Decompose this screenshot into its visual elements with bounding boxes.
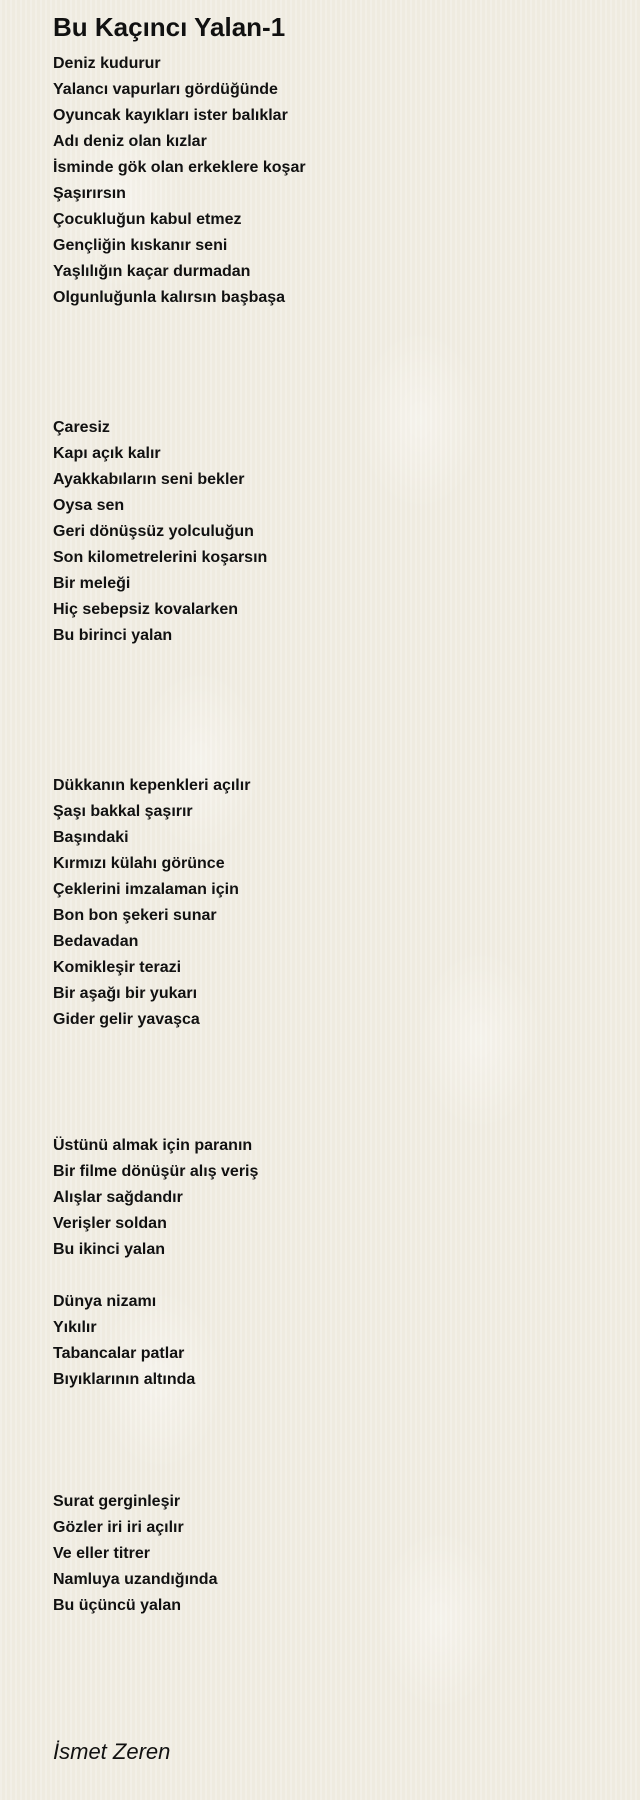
poem-line: Hiç sebepsiz kovalarken [53, 601, 238, 618]
poem-line: Ve eller titrer [53, 1545, 150, 1562]
poem-line: Gençliğin kıskanır seni [53, 237, 228, 254]
poem-line: Yıkılır [53, 1319, 97, 1336]
poem-line: Namluya uzandığında [53, 1571, 218, 1588]
poem-line: Kapı açık kalır [53, 445, 161, 462]
poem-line: Ayakkabıların seni bekler [53, 471, 245, 488]
poem-line: Olgunluğunla kalırsın başbaşa [53, 289, 286, 306]
poem-line: Üstünü almak için paranın [53, 1137, 253, 1154]
poem-line: Tabancalar patlar [53, 1345, 185, 1362]
poem-page [53, 0, 613, 1800]
poem-line: Bir aşağı bir yukarı [53, 985, 198, 1002]
poem-line: Yaşlılığın kaçar durmadan [53, 263, 251, 280]
poem-line: Bu birinci yalan [53, 627, 173, 644]
poem-line: Bir meleği [53, 575, 131, 592]
poem-line: Şaşırırsın [53, 185, 126, 202]
poem-line: Oysa sen [53, 497, 125, 514]
poem-line: Gider gelir yavaşca [53, 1011, 200, 1028]
poem-title: Bu Kaçıncı Yalan-1 [53, 12, 286, 42]
poem-line: Bu üçüncü yalan [53, 1597, 182, 1614]
poem-line: Başındaki [53, 829, 129, 846]
poem-line: Bir filme dönüşür alış veriş [53, 1163, 259, 1180]
poem-line: Çocukluğun kabul etmez [53, 211, 242, 228]
poem-line: Surat gerginleşir [53, 1493, 181, 1510]
poem-line: Gözler iri iri açılır [53, 1519, 184, 1536]
poem-line: Deniz kudurur [53, 55, 161, 72]
poem-line: Bu ikinci yalan [53, 1241, 166, 1258]
poem-line: Şaşı bakkal şaşırır [53, 803, 193, 820]
poem-line: Adı deniz olan kızlar [53, 133, 207, 150]
poem-line: Çaresiz [53, 419, 110, 436]
poem-line: İsminde gök olan erkeklere koşar [53, 159, 306, 176]
poem-line: Dükkanın kepenkleri açılır [53, 777, 251, 794]
poem-author: İsmet Zeren [53, 1739, 171, 1764]
poem-line: Verişler soldan [53, 1215, 167, 1232]
poem-line: Çeklerini imzalaman için [53, 881, 239, 898]
poem-line: Dünya nizamı [53, 1293, 157, 1310]
poem-line: Bedavadan [53, 933, 139, 950]
poem-line: Komikleşir terazi [53, 959, 182, 976]
poem-line: Yalancı vapurları gördüğünde [53, 81, 278, 98]
poem-line: Bon bon şekeri sunar [53, 907, 217, 924]
poem-line: Kırmızı külahı görünce [53, 855, 225, 872]
poem-line: Geri dönüşsüz yolculuğun [53, 523, 254, 540]
poem-line: Oyuncak kayıkları ister balıklar [53, 107, 288, 124]
poem-line: Alışlar sağdandır [53, 1189, 183, 1206]
poem-line: Son kilometrelerini koşarsın [53, 549, 268, 566]
poem-line: Bıyıklarının altında [53, 1371, 196, 1388]
